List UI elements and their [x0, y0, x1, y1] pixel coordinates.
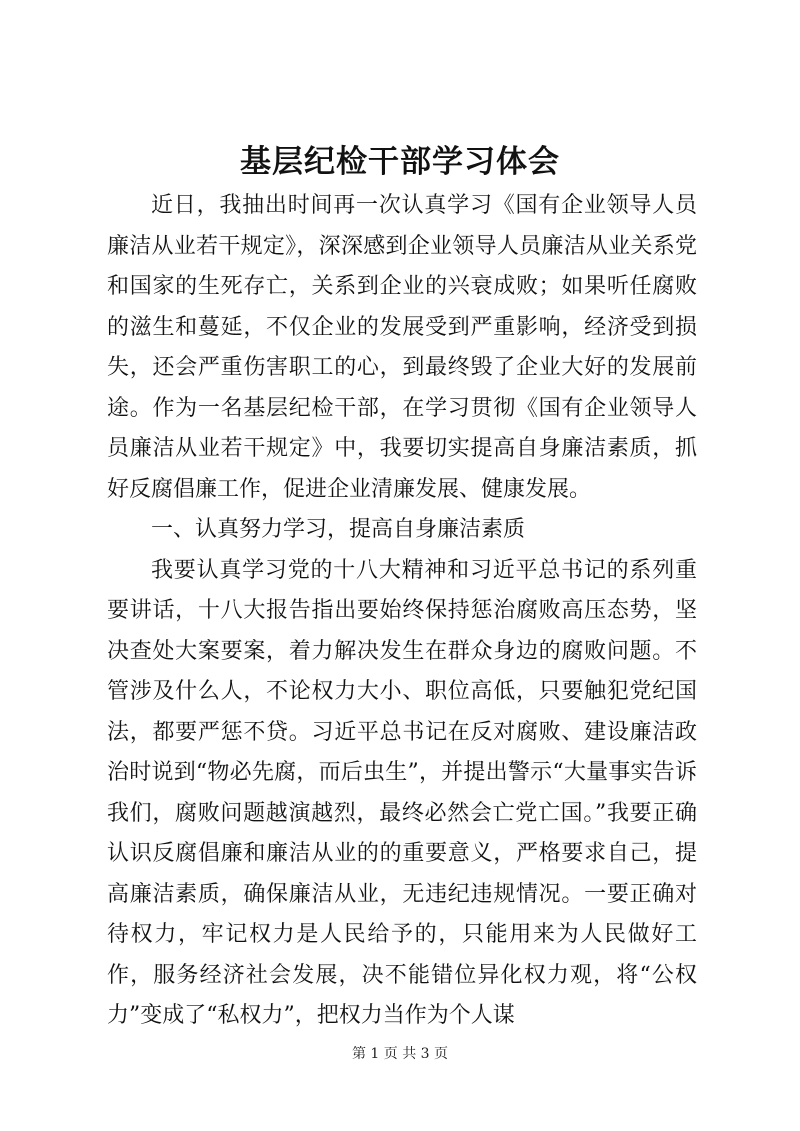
document-body	[107, 186, 697, 1037]
document-title: 基层纪检干部学习体会	[240, 144, 560, 180]
page-footer: 第 1 页 共 3 页	[351, 1046, 449, 1062]
paragraph-intro: 近日，我抽出时间再一次认真学习《国有企业领导人员廉洁从业若干规定》，深深感到企业领导人员廉洁从业关系党和国家的生死存亡，关系到企业的兴衰成败；如果听任腐败的滋生和蔓延，不仅企业的发展受到严重影响，经济受到损失，还会严重伤害职工的心，到最终毁了企业大好的发展前途。作为一名基层纪检干部，在学习贯彻《国有企业领导人员廉洁从业若干规定》中，我要切实提高自身廉洁素质，抓好反腐倡廉工作，促进企业清廉发展、健康发展。	[107, 193, 697, 502]
paragraph-section-one: 我要认真学习党的十八大精神和习近平总书记的系列重要讲话，十八大报告指出要始终保持惩治腐败高压态势，坚决查处大案要案，着力解决发生在群众身边的腐败问题。不管涉及什么人，不论权力大小、职位高低，只要触犯党纪国法，都要严惩不贷。习近平总书记在反对腐败、建设廉洁政治时说到“物必先腐，而后虫生”，并提出警示“大量事实告诉我们，腐败问题越演越烈，最终必然会亡党亡国。”我要正确认识反腐倡廉和廉洁从业的的重要意义，严格要求自己，提高廉洁素质，确保廉洁从业，无违纪违规情况。一要正确对待权力，牢记权力是人民给予的，只能用来为人民做好工作，服务经济社会发展，决不能错位异化权力观，将“公权力”变成了“私权力”，把权力当作为个人谋	[107, 557, 697, 1028]
section-heading: 一、认真努力学习，提高自身廉洁素质	[151, 517, 526, 542]
